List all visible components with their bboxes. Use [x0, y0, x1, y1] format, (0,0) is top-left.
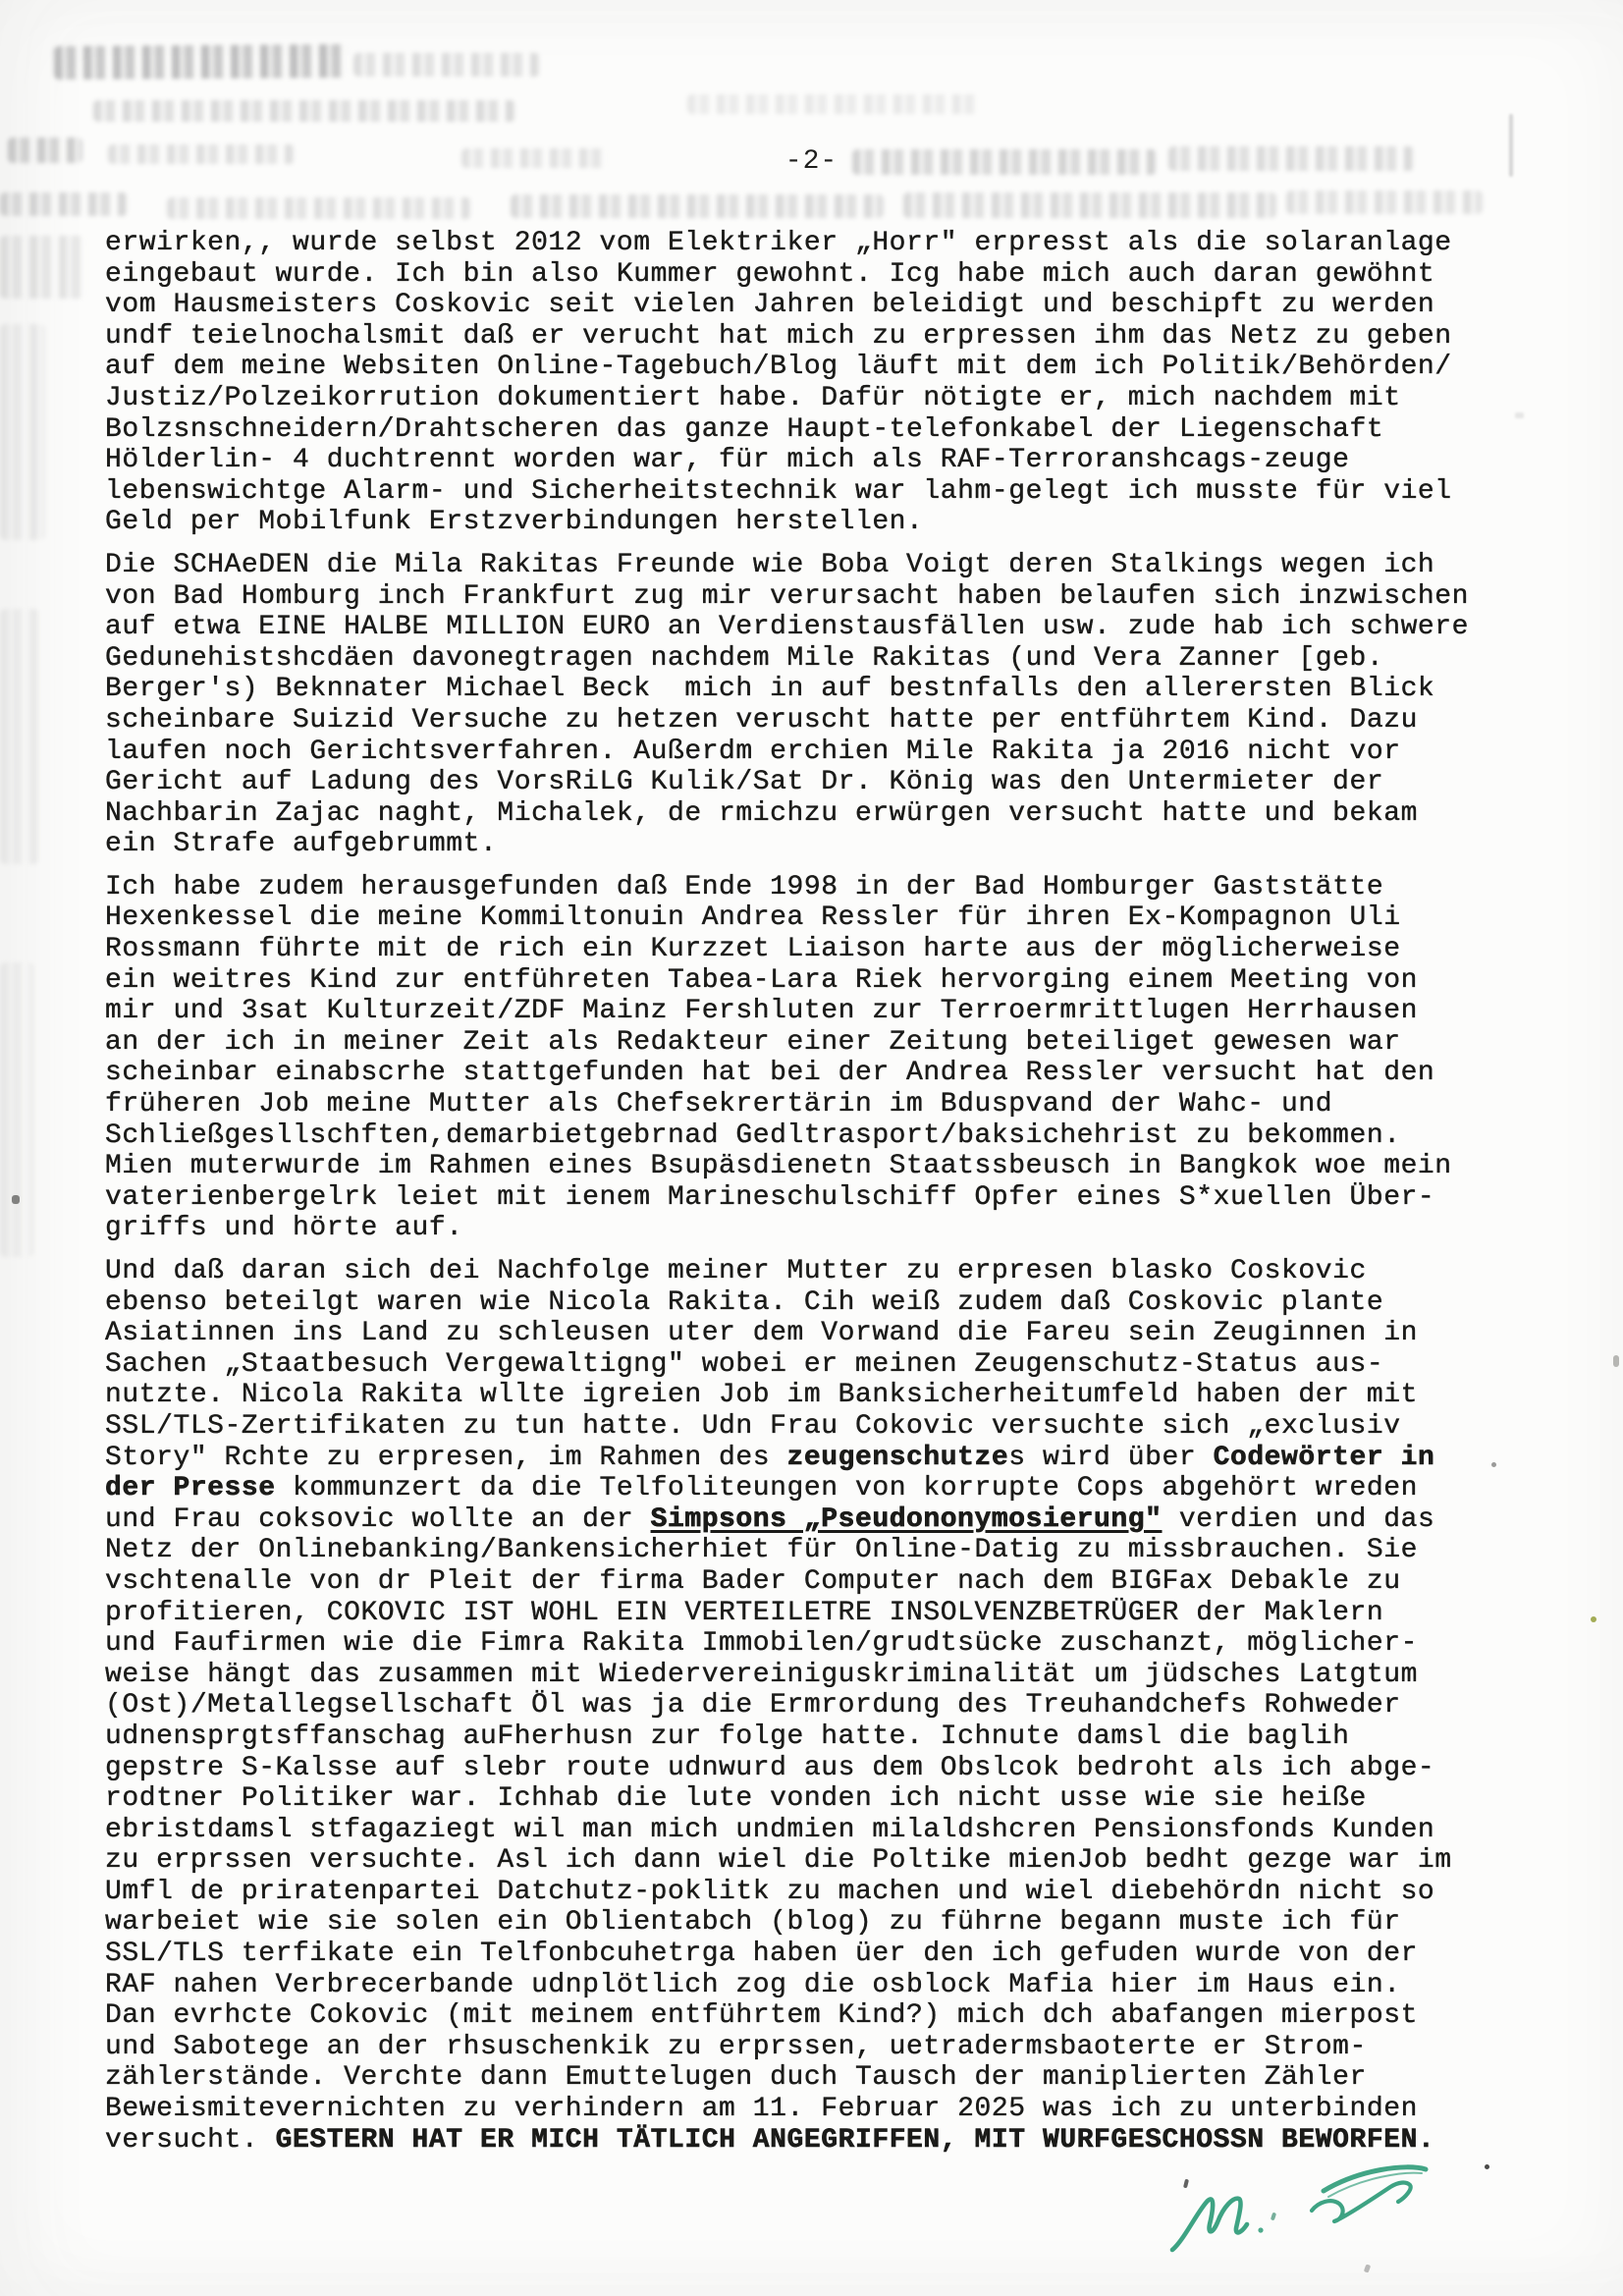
bleedthrough-artifact	[511, 194, 884, 218]
text-line: scheinbar einabscrhe stattgefunden hat bei der Andrea Ressler versucht hat den	[105, 1058, 1435, 1089]
text-line: Dan evrhcte Cokovic (mit meinem entführtem Kind?) mich dch abafangen mierpost	[105, 2000, 1418, 2032]
text-line: weise hängt das zusammen mit Wiedervereiniguskriminalität um jüdsches Latgtum	[105, 1659, 1418, 1690]
text-line: Justiz/Polzeikorrution dokumentiert habe. Dafür nötigte er, mich nachdem mit	[105, 382, 1401, 413]
text-line: RAF nahen Verbrecerbande udnplötlich zog die osblock Mafia hier im Haus ein.	[105, 1969, 1401, 2000]
ink-speck	[1613, 1355, 1619, 1367]
text-line: griffs und hörte auf.	[105, 1213, 463, 1244]
signature-stroke	[1172, 2199, 1247, 2250]
text-line: auf etwa EINE HALBE MILLION EURO an Verdienstausfällen usw. zude hab ich schwere	[105, 612, 1470, 643]
bleedthrough-artifact	[0, 236, 88, 299]
paragraph	[105, 1256, 1519, 2156]
text-line: Gericht auf Ladung des VorsRiLG Kulik/Sat Dr. König was den Untermieter der	[105, 767, 1384, 798]
text-line: Rossmann führte mit de rich ein Kurzzet Liaison harte aus der möglicherweise	[105, 934, 1401, 965]
bleedthrough-artifact	[687, 94, 982, 114]
text-line: warbeiet wie sie solen ein Oblientabch (blog) zu führne begann muste ich für	[105, 1907, 1401, 1939]
ink-speck	[1591, 1616, 1596, 1622]
text-line: Gedunehistshcdäen davonegtragen nachdem Mile Rakitas (und Vera Zanner [geb.	[105, 642, 1384, 674]
text-line: ein Strafe aufgebrummt.	[105, 829, 498, 860]
text-line: Und daß daran sich dei Nachfolge meiner Mutter zu erpresen blasko Coskovic	[105, 1256, 1367, 1286]
text-line: nutzte. Nicola Rakita wllte igreien Job im Banksicherheitumfeld haben der mit	[105, 1380, 1418, 1411]
ink-speck	[12, 1195, 20, 1204]
text-line: Beweismitevernichten zu verhindern am 11. Februar 2025 was ich zu unterbinden	[105, 2094, 1418, 2125]
bleedthrough-artifact	[903, 192, 1276, 218]
text-line: rodtner Politiker war. Ichhab die lute vonden ich nicht usse wie sie heiße	[105, 1783, 1367, 1815]
paragraph	[105, 228, 1519, 538]
text-line: laufen noch Gerichtsverfahren. Außerdm erchien Mile Rakita ja 2016 nicht vor	[105, 736, 1401, 767]
text-line: an der ich in meiner Zeit als Redakteur einer Zeitung beteiliget gewesen war	[105, 1026, 1401, 1058]
text-line: früheren Job meine Mutter als Chefsekrertärin im Bduspvand der Wahc- und	[105, 1089, 1333, 1121]
text-line: SSL/TLS terfikate ein Telfonbcuhetrga haben üer den ich gefuden wurde von der	[105, 1939, 1418, 1970]
text-line: ein weitres Kind zur entführeten Tabea-Lara Riek hervorging einem Meeting von	[105, 964, 1418, 996]
bleedthrough-artifact	[0, 609, 39, 864]
text-line: der Presse kommunzert da die Telfoliteungen von korrupte Cops abgehört wreden	[105, 1473, 1418, 1504]
text-line: vaterienbergelrk leiet mit ienem Marineschulschiff Opfer eines S*xuellen Über-	[105, 1181, 1435, 1213]
bleedthrough-artifact	[0, 324, 45, 540]
text-line: Hexenkessel die meine Kommiltonuin Andrea Ressler für ihren Ex-Kompagnon Uli	[105, 902, 1401, 934]
text-line: zu erprssen versuchte. Asl ich dann wiel die Poltike mienJob bedht gezge war im	[105, 1845, 1452, 1877]
bleedthrough-artifact	[353, 53, 540, 77]
text-line: SSL/TLS-Zertifikaten zu tun hatte. Udn Frau Cokovic versuchte sich „exclusiv	[105, 1410, 1401, 1442]
bleedthrough-artifact	[1286, 191, 1483, 214]
text-line: udnensprgtsffanschag auFherhusn zur folge hatte. Ichnute damsl die baglih	[105, 1721, 1350, 1752]
text-line: Nachbarin Zajac naght, Michalek, de rmichzu erwürgen versucht hatte und bekam	[105, 797, 1418, 829]
text-line: vschtenalle von dr Pleit der firma Bader Computer nach dem BIGFax Debakle zu	[105, 1565, 1401, 1597]
text-line: undf teielnochalsmit daß er verucht hat mich zu erpressen ihm das Netz zu geben	[105, 320, 1452, 352]
text-line: Hölderlin- 4 duchtrennt worden war, für mich als RAF-Terroranshcags-zeuge	[105, 445, 1350, 476]
text-line: Schließgesllschften,demarbietgebrnad Gedltrasport/baksichehrist zu bekommen.	[105, 1120, 1401, 1151]
text-line: und Faufirmen wie die Fimra Rakita Immobilen/grudtsücke zuschanzt, möglicher-	[105, 1628, 1418, 1660]
bleedthrough-artifact	[0, 962, 33, 1257]
bleedthrough-artifact	[167, 197, 471, 219]
text-line: Die SCHAeDEN die Mila Rakitas Freunde wie Boba Voigt deren Stalkings wegen ich	[105, 549, 1435, 580]
signature	[1159, 2146, 1532, 2293]
text-line: (Ost)/Metallegsellschaft Öl was ja die Ermrordung des Treuhandchefs Rohweder	[105, 1690, 1401, 1722]
text-line: Umfl de priratenpartei Datchutz-poklitk zu machen und wiel diebehördn nicht so	[105, 1876, 1435, 1907]
text-line: auf dem meine Websiten Online-Tagebuch/Blog läuft mit dem ich Politik/Behörden/	[105, 352, 1452, 383]
text-line: Netz der Onlinebanking/Bankensicherhiet für Online-Datig zu missbrauchen. Sie	[105, 1535, 1418, 1566]
text-line: und Sabotege an der rhsuschenkik zu erprssen, uetradermsbaoterte er Strom-	[105, 2031, 1367, 2062]
text-line: Story" Rchte zu erpresen, im Rahmen des zeugenschutzes wird über Codewörter in	[105, 1442, 1435, 1473]
text-line: gepstre S-Kalsse auf slebr route udnwurd aus dem Obslcok bedroht als ich abge-	[105, 1752, 1435, 1783]
text-line: profitieren, COKOVIC IST WOHL EIN VERTEILETRE INSOLVENZBETRÜGER der Maklern	[105, 1597, 1384, 1628]
page-number: -2-	[784, 146, 839, 177]
text-line: Ich habe zudem herausgefunden daß Ende 1998 in der Bad Homburger Gaststätte	[105, 871, 1384, 902]
document-body	[105, 228, 1519, 2156]
text-line: mir und 3sat Kulturzeit/ZDF Mainz Fershluten zur Terroermrittlugen Herrhausen	[105, 996, 1418, 1027]
bleedthrough-artifact	[54, 44, 349, 80]
text-line: Mien muterwurde im Rahmen eines Bsupäsdienetn Staatssbeusch in Bangkok woe mein	[105, 1151, 1452, 1182]
text-line: versucht. GESTERN HAT ER MICH TÄTLICH ANGEGRIFFEN, MIT WURFGESCHOSSN BEWORFEN.	[105, 2124, 1435, 2156]
text-line: eingebaut wurde. Ich bin also Kummer gewohnt. Icg habe mich auch daran gewöhnt	[105, 258, 1435, 290]
paragraph	[105, 550, 1519, 860]
bleedthrough-artifact	[0, 192, 128, 216]
text-line: Sachen „Staatbesuch Vergewaltigng" wobei er meinen Zeugenschutz-Status aus-	[105, 1348, 1384, 1380]
text-line: von Bad Homburg inch Frankfurt zug mir verursacht haben belaufen sich inzwischen	[105, 580, 1470, 612]
text-line: ebenso beteilgt waren wie Nicola Rakita. Cih weiß zudem daß Coskovic plante	[105, 1286, 1384, 1318]
text-line: Berger's) Beknnater Michael Beck mich in auf bestnfalls den allerersten Blick	[105, 674, 1435, 705]
text-line: und Frau coksovic wollte an der Simpsons „Pseudononymosierung" verdien und das	[105, 1503, 1435, 1535]
bleedthrough-artifact	[93, 100, 515, 122]
text-line: Geld per Mobilfunk Erstzverbindungen herstellen.	[105, 507, 924, 538]
text-line: Asiatinnen ins Land zu schleusen uter dem Vorwand die Fareu sein Zeuginnen in	[105, 1318, 1418, 1349]
text-line: Bolzsnschneidern/Drahtscheren das ganze Haupt-telefonkabel der Liegenschaft	[105, 413, 1384, 445]
text-line: erwirken,, wurde selbst 2012 vom Elektriker „Horr" erpresst als die solaranlage	[105, 228, 1452, 258]
signature-stroke	[1258, 2227, 1263, 2232]
text-line: zählerstände. Verchte dann Emuttelugen duch Tausch der maniplierten Zähler	[105, 2062, 1367, 2094]
text-line: scheinbare Suizid Versuche zu hetzen veruscht hatte per entführtem Kind. Dazu	[105, 704, 1418, 736]
text-line: lebenswichtge Alarm- und Sicherheitstechnik war lahm-gelegt ich musste für viel	[105, 475, 1452, 507]
text-line: vom Hausmeisters Coskovic seit vielen Jahren beleidigt und beschipft zu werden	[105, 290, 1435, 321]
paragraph	[105, 872, 1519, 1244]
text-line: ebristdamsl stfagaziegt wil man mich undmien milaldshcren Pensionsfonds Kunden	[105, 1814, 1435, 1845]
